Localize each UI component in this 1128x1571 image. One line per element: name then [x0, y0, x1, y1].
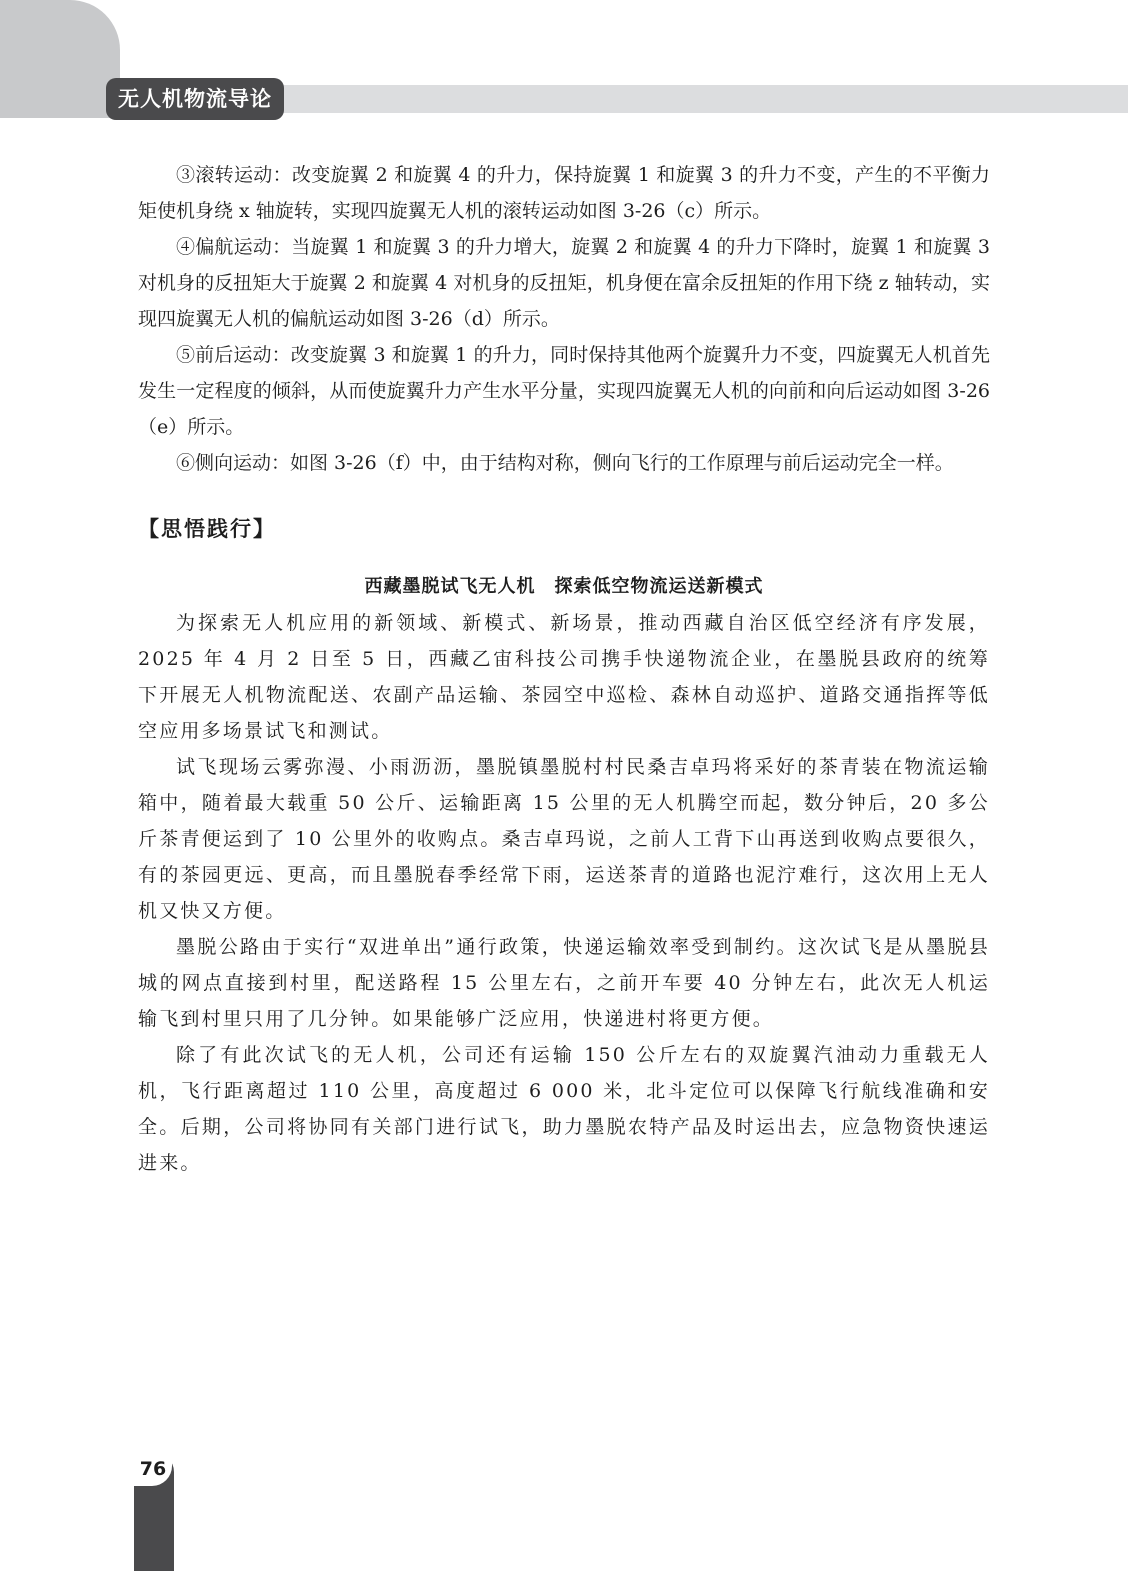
article-paragraph: 墨脱公路由于实行“双进单出”通行政策，快递运输效率受到制约。这次试飞是从墨脱县城的网点直接到村里，配送路程 15 公里左右，之前开车要 40 分钟左右，此次无人机运输飞到村里只用了几分钟。如果能够广泛应用，快递进村将更方便。: [138, 936, 990, 1030]
article-paragraph: 试飞现场云雾弥漫、小雨沥沥，墨脱镇墨脱村村民桑吉卓玛将采好的茶青装在物流运输箱中，随着最大载重 50 公斤、运输距离 15 公里的无人机腾空而起，数分钟后，20 多公斤茶青便运到了 10 公里外的收购点。桑吉卓玛说，之前人工背下山再送到收购点要很久，有的茶园更远、更高，而且墨脱春季经常下雨，运送茶青的道路也泥泞难行，这次用上无人机又快又方便。: [138, 756, 990, 922]
paragraph-forward-backward-motion: ⑤前后运动：改变旋翼 3 和旋翼 1 的升力，同时保持其他两个旋翼升力不变，四旋翼无人机首先发生一定程度的倾斜，从而使旋翼升力产生水平分量，实现四旋翼无人机的向前和向后运动如图 3-26（e）所示。: [138, 344, 990, 438]
page-number: 76: [134, 1452, 172, 1486]
article-paragraph: 除了有此次试飞的无人机，公司还有运输 150 公斤左右的双旋翼汽油动力重载无人机，飞行距离超过 110 公里，高度超过 6 000 米，北斗定位可以保障飞行航线准确和安全。后期，公司将协同有关部门进行试飞，助力墨脱农特产品及时运出去，应急物资快速运进来。: [138, 1044, 990, 1174]
article-title: 西藏墨脱试飞无人机 探索低空物流运送新模式: [364, 576, 764, 597]
page-content: [138, 157, 990, 1181]
book-title: 无人机物流导论: [106, 78, 284, 120]
section-heading: 【思悟践行】: [138, 517, 276, 541]
paragraph-lateral-motion: ⑥侧向运动：如图 3-26（f）中，由于结构对称，侧向飞行的工作原理与前后运动完全一样。: [176, 452, 954, 474]
header-corner-block: [0, 0, 120, 118]
paragraph-roll-motion: ③滚转运动：改变旋翼 2 和旋翼 4 的升力，保持旋翼 1 和旋翼 3 的升力不变，产生的不平衡力矩使机身绕 x 轴旋转，实现四旋翼无人机的滚转运动如图 3-26（c）所示。: [138, 164, 990, 222]
paragraph-yaw-motion: ④偏航运动：当旋翼 1 和旋翼 3 的升力增大，旋翼 2 和旋翼 4 的升力下降时，旋翼 1 和旋翼 3 对机身的反扭矩大于旋翼 2 和旋翼 4 对机身的反扭矩，机身便在富余反扭矩的作用下绕 z 轴转动，实现四旋翼无人机的偏航运动如图 3-26（d）所示。: [138, 236, 990, 330]
article-body: [138, 605, 990, 1181]
article-paragraph: 为探索无人机应用的新领域、新模式、新场景，推动西藏自治区低空经济有序发展，2025 年 4 月 2 日至 5 日，西藏乙宙科技公司携手快递物流企业，在墨脱县政府的统筹下开展无人机物流配送、农副产品运输、茶园空中巡检、森林自动巡护、道路交通指挥等低空应用多场景试飞和测试。: [138, 612, 990, 742]
